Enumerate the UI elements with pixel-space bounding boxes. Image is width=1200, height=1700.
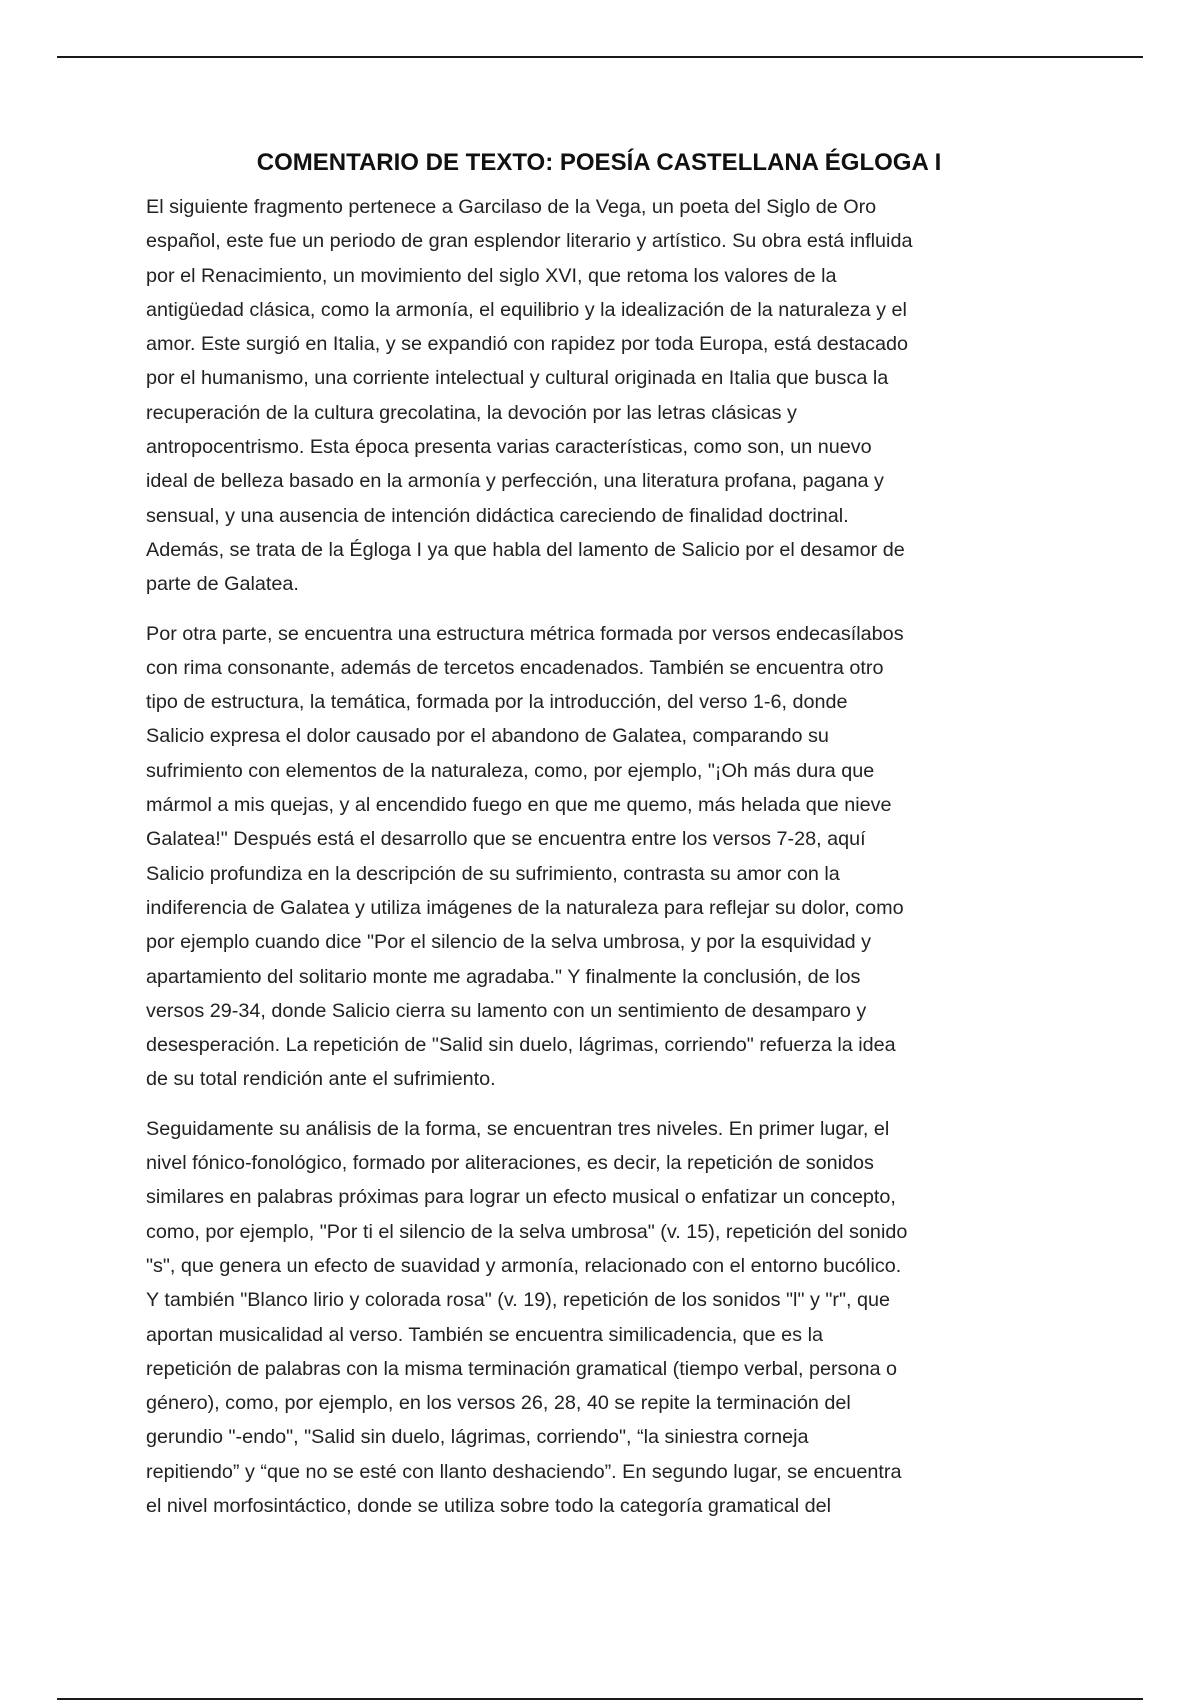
text-line: ideal de belleza basado en la armonía y perfección, una literatura profana, pagana y <box>146 470 884 493</box>
text-line: con rima consonante, además de tercetos encadenados. También se encuentra otro <box>146 656 884 679</box>
text-line: como, por ejemplo, "Por ti el silencio de la selva umbrosa" (v. 15), repetición del sonido <box>146 1220 908 1243</box>
text-line: antropocentrismo. Esta época presenta varias características, como son, un nuevo <box>146 436 872 459</box>
text-line: sufrimiento con elementos de la naturaleza, como, por ejemplo, "¡Oh más dura que <box>146 759 875 782</box>
text-line: repitiendo” y “que no se esté con llanto deshaciendo”. En segundo lugar, se encuentra <box>146 1460 902 1483</box>
text-line: Y también "Blanco lirio y colorada rosa" (v. 19), repetición de los sonidos "l" y "r", que <box>146 1289 890 1312</box>
text-line: desesperación. La repetición de "Salid sin duelo, lágrimas, corriendo" refuerza la idea <box>146 1034 896 1057</box>
text-line: parte de Galatea. <box>146 573 299 596</box>
text-line: amor. Este surgió en Italia, y se expandió con rapidez por toda Europa, está destacado <box>146 333 909 356</box>
text-line: Salicio profundiza en la descripción de su sufrimiento, contrasta su amor con la <box>146 862 840 885</box>
paragraph-2 <box>146 617 1052 1097</box>
text-line: sensual, y una ausencia de intención didáctica careciendo de finalidad doctrinal. <box>146 504 849 527</box>
text-line: nivel fónico-fonológico, formado por aliteraciones, es decir, la repetición de sonidos <box>146 1152 874 1175</box>
top-rule <box>57 56 1143 58</box>
text-line: antigüedad clásica, como la armonía, el equilibrio y la idealización de la naturaleza y el <box>146 298 907 321</box>
text-line: Seguidamente su análisis de la forma, se encuentran tres niveles. En primer lugar, el <box>146 1117 890 1140</box>
text-line: mármol a mis quejas, y al encendido fuego en que me quemo, más helada que nieve <box>146 794 892 817</box>
text-line: similares en palabras próximas para lograr un efecto musical o enfatizar un concepto, <box>146 1186 896 1209</box>
text-line: indiferencia de Galatea y utiliza imágenes de la naturaleza para reflejar su dolor, como <box>146 896 904 919</box>
text-line: "s", que genera un efecto de suavidad y armonía, relacionado con el entorno bucólico. <box>146 1254 902 1277</box>
text-line: Por otra parte, se encuentra una estructura métrica formada por versos endecasílabos <box>146 622 904 645</box>
text-line: género), como, por ejemplo, en los versos 26, 28, 40 se repite la terminación del <box>146 1392 851 1415</box>
paragraph-1 <box>146 190 1052 602</box>
text-line: el nivel morfosintáctico, donde se utiliza sobre todo la categoría gramatical del <box>146 1494 832 1517</box>
text-line: de su total rendición ante el sufrimiento. <box>146 1068 496 1091</box>
text-line: recuperación de la cultura grecolatina, la devoción por las letras clásicas y <box>146 401 797 424</box>
text-line: apartamiento del solitario monte me agradaba." Y finalmente la conclusión, de los <box>146 965 861 988</box>
text-line: Además, se trata de la Égloga I ya que habla del lamento de Salicio por el desamor de <box>146 538 905 561</box>
text-line: gerundio "-endo", "Salid sin duelo, lágrimas, corriendo", “la siniestra corneja <box>146 1426 809 1449</box>
text-line: repetición de palabras con la misma terminación gramatical (tiempo verbal, persona o <box>146 1357 897 1380</box>
text-line: por el humanismo, una corriente intelectual y cultural originada en Italia que busca la <box>146 367 889 390</box>
text-line: español, este fue un periodo de gran esplendor literario y artístico. Su obra está influida <box>146 230 913 253</box>
text-line: tipo de estructura, la temática, formada por la introducción, del verso 1-6, donde <box>146 691 848 714</box>
text-line: aportan musicalidad al verso. También se encuentra similicadencia, que es la <box>146 1323 823 1346</box>
document-page <box>146 146 1052 1538</box>
text-line: Salicio expresa el dolor causado por el abandono de Galatea, comparando su <box>146 725 829 748</box>
text-line: Galatea!" Después está el desarrollo que se encuentra entre los versos 7-28, aquí <box>146 828 866 851</box>
text-line: El siguiente fragmento pertenece a Garcilaso de la Vega, un poeta del Siglo de Oro <box>146 196 877 218</box>
text-line: por ejemplo cuando dice "Por el silencio de la selva umbrosa, y por la esquividad y <box>146 931 872 954</box>
paragraph-3 <box>146 1112 1052 1524</box>
document-title: COMENTARIO DE TEXTO: POESÍA CASTELLANA ÉGLOGA I <box>256 149 942 176</box>
text-line: versos 29-34, donde Salicio cierra su lamento con un sentimiento de desamparo y <box>146 999 867 1022</box>
text-line: por el Renacimiento, un movimiento del siglo XVI, que retoma los valores de la <box>146 264 837 287</box>
